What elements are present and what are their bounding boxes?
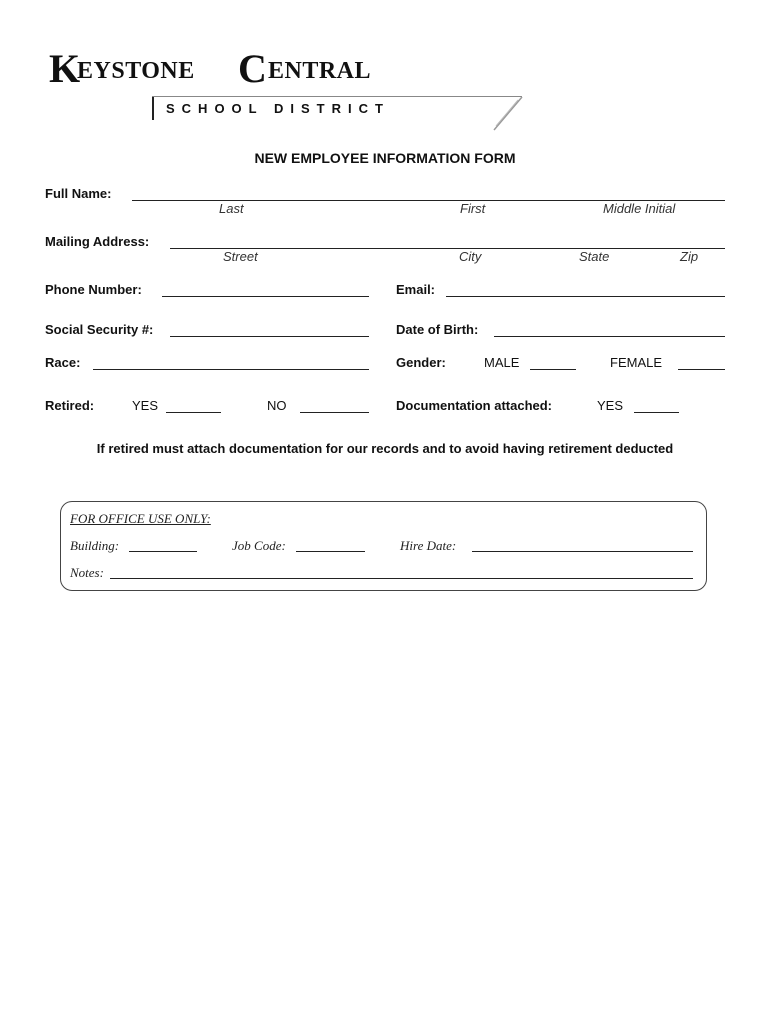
address-sub-city: City [459, 249, 482, 264]
gender-female-label: FEMALE [610, 355, 663, 370]
full-name-sub-middle-initial: Middle Initial [603, 201, 676, 216]
form-title: NEW EMPLOYEE INFORMATION FORM [254, 150, 516, 166]
email-label: Email: [396, 282, 436, 297]
logo-word-entral: ENTRAL [268, 58, 372, 84]
full-name-sub-first: First [460, 201, 486, 216]
date-of-birth-field[interactable] [494, 336, 725, 337]
gender-female-field[interactable] [678, 369, 725, 370]
ssn-field[interactable] [170, 336, 369, 337]
office-use-title: FOR OFFICE USE ONLY: [70, 511, 211, 526]
phone-number-field[interactable] [162, 296, 369, 297]
hire-date-field[interactable] [472, 551, 693, 552]
documentation-yes-field[interactable] [634, 412, 679, 413]
gender-male-field[interactable] [530, 369, 576, 370]
building-label: Building: [70, 538, 120, 553]
address-sub-zip: Zip [680, 249, 699, 264]
logo-divider-horizontal [152, 96, 522, 97]
notes-field[interactable] [110, 578, 693, 579]
hire-date-label: Hire Date: [400, 538, 457, 553]
job-code-label: Job Code: [232, 538, 286, 553]
notes-label: Notes: [70, 565, 104, 580]
job-code-field[interactable] [296, 551, 365, 552]
address-sub-state: State [579, 249, 610, 264]
logo-divider-vertical [152, 96, 154, 120]
retired-yes-field[interactable] [166, 412, 221, 413]
ssn-label: Social Security #: [45, 322, 154, 337]
documentation-yes-label: YES [597, 398, 624, 413]
full-name-sub-last: Last [219, 201, 244, 216]
gender-label: Gender: [396, 355, 446, 370]
phone-number-label: Phone Number: [45, 282, 142, 297]
logo-swoosh [488, 96, 524, 132]
documentation-attached-label: Documentation attached: [396, 398, 553, 413]
date-of-birth-label: Date of Birth: [396, 322, 479, 337]
logo-letter-k: K [49, 46, 81, 91]
retired-no-field[interactable] [300, 412, 369, 413]
mailing-address-label: Mailing Address: [45, 234, 150, 249]
retired-yes-label: YES [132, 398, 159, 413]
full-name-label: Full Name: [45, 186, 112, 201]
logo-word-eystone: EYSTONE [77, 58, 195, 84]
race-field[interactable] [93, 369, 369, 370]
race-label: Race: [45, 355, 81, 370]
retired-no-label: NO [267, 398, 287, 413]
retired-label: Retired: [45, 398, 95, 413]
building-field[interactable] [129, 551, 197, 552]
retirement-note: If retired must attach documentation for our records and to avoid having retirement deducted [96, 441, 674, 456]
gender-male-label: MALE [484, 355, 520, 370]
logo-letter-c: C [238, 46, 268, 91]
logo-school-district: SCHOOL DISTRICT [166, 101, 390, 116]
email-field[interactable] [446, 296, 725, 297]
address-sub-street: Street [223, 249, 258, 264]
